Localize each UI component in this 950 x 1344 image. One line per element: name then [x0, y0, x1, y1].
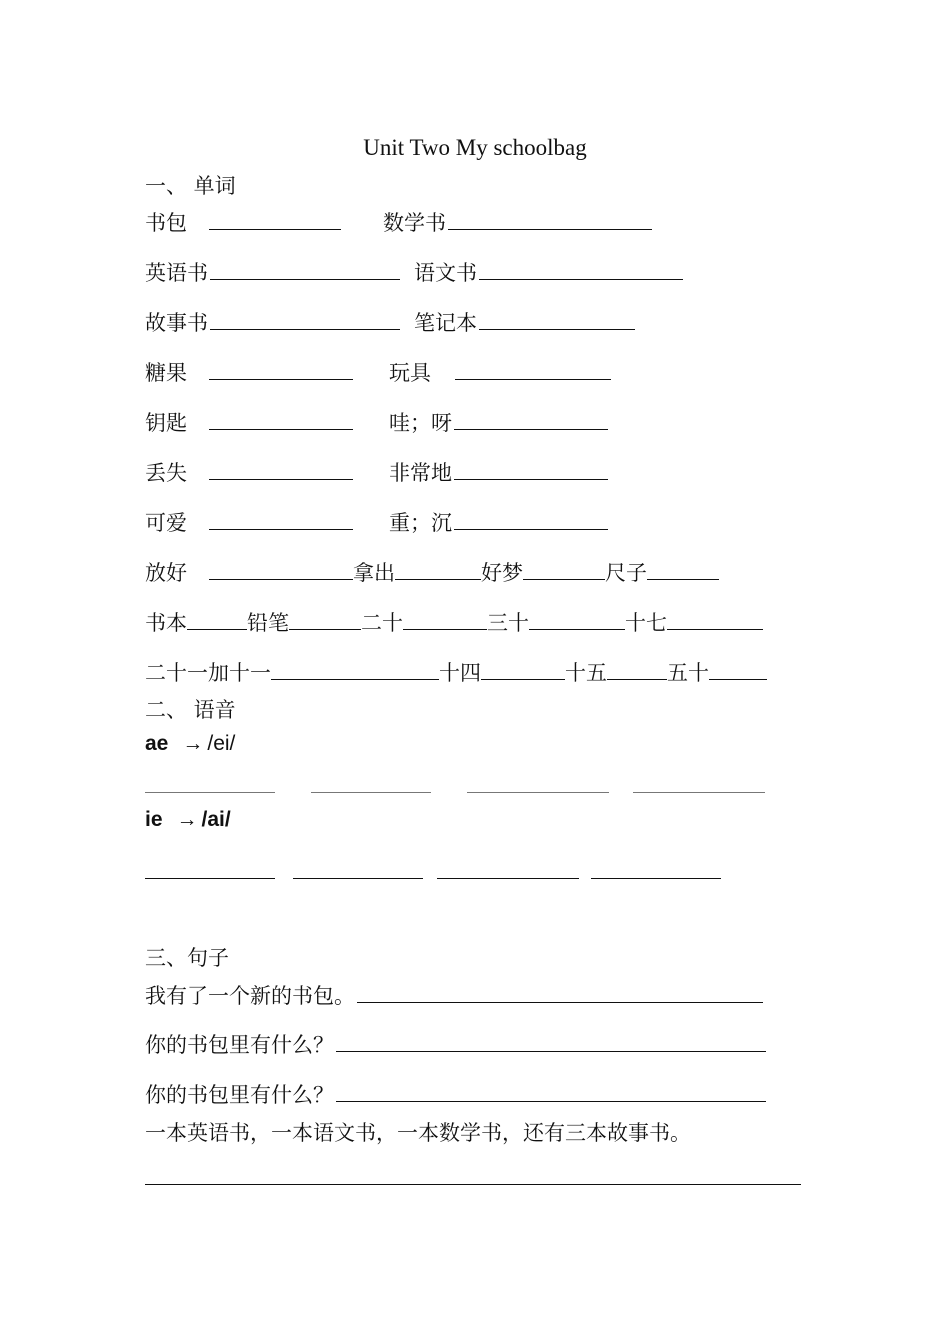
answer-blank[interactable]: [523, 559, 605, 580]
answer-blank[interactable]: [454, 509, 608, 530]
word-row: [145, 557, 719, 589]
phonics-ae-row: [145, 732, 235, 756]
word-row: [145, 207, 652, 239]
answer-blank[interactable]: [210, 259, 400, 280]
answer-blank[interactable]: [481, 659, 565, 680]
answer-blank[interactable]: [633, 772, 765, 793]
sentence-row: 一本英语书，一本语文书，一本数学书，还有三本故事书。: [145, 1121, 691, 1145]
page-title: Unit Two My schoolbag: [363, 135, 587, 160]
word-label: 钥匙: [145, 411, 187, 435]
answer-blank[interactable]: [667, 609, 763, 630]
answer-blank[interactable]: [709, 659, 767, 680]
answer-blank[interactable]: [454, 409, 608, 430]
phonics-letters: ie: [145, 808, 163, 831]
answer-blank[interactable]: [437, 858, 579, 879]
word-label: 五十: [667, 661, 709, 685]
word-row: [145, 307, 635, 339]
answer-blank[interactable]: [145, 772, 275, 793]
word-label: 三十: [487, 611, 529, 635]
answer-blank[interactable]: [145, 1164, 801, 1185]
word-label: 书包: [145, 211, 187, 235]
word-label: 书本: [145, 611, 187, 635]
answer-blank[interactable]: [467, 772, 609, 793]
word-label: 丢失: [145, 461, 187, 485]
word-row: [145, 607, 763, 639]
answer-blank[interactable]: [454, 459, 608, 480]
phonics-ipa: /ai/: [201, 808, 231, 831]
sentence-text: 我有了一个新的书包。: [145, 984, 355, 1008]
answer-blank[interactable]: [357, 982, 763, 1003]
answer-blank[interactable]: [403, 609, 487, 630]
answer-blank[interactable]: [209, 509, 353, 530]
word-label: 好梦: [481, 561, 523, 585]
phonics-ie-row: [145, 808, 231, 832]
word-label: 重；沉: [389, 511, 452, 535]
answer-blank[interactable]: [607, 659, 667, 680]
word-label: 哇；呀: [389, 411, 452, 435]
word-label: 十四: [439, 661, 481, 685]
word-row: [145, 357, 611, 389]
word-label: 铅笔: [247, 611, 289, 635]
answer-blank[interactable]: [336, 1081, 766, 1102]
phonics-ae-blanks: [145, 770, 765, 802]
word-label: 二十一加十一: [145, 661, 271, 685]
answer-blank[interactable]: [145, 858, 275, 879]
word-row: [145, 257, 683, 289]
phonics-ipa: /ei/: [207, 732, 236, 755]
answer-blank[interactable]: [336, 1031, 766, 1052]
word-label: 故事书: [145, 311, 208, 335]
word-label: 糖果: [145, 361, 187, 385]
word-label: 非常地: [389, 461, 452, 485]
sentence-row: [145, 1029, 766, 1061]
word-label: 英语书: [145, 261, 208, 285]
word-row: [145, 507, 608, 539]
sentence-text: 你的书包里有什么？: [145, 1083, 334, 1107]
word-label: 尺子: [605, 561, 647, 585]
word-label: 可爱: [145, 511, 187, 535]
answer-blank[interactable]: [293, 858, 423, 879]
section-heading-phonics: 二、 语音: [145, 698, 236, 722]
arrow-icon: →: [182, 732, 204, 755]
answer-blank[interactable]: [591, 858, 721, 879]
answer-blank[interactable]: [311, 772, 431, 793]
phonics-ie-blanks: [145, 856, 721, 888]
answer-blank[interactable]: [209, 409, 353, 430]
answer-blank[interactable]: [209, 559, 353, 580]
word-label: 二十: [361, 611, 403, 635]
word-row: [145, 457, 608, 489]
answer-blank[interactable]: [210, 309, 400, 330]
answer-blank[interactable]: [647, 559, 719, 580]
sentence-row: [145, 1079, 766, 1111]
answer-blank[interactable]: [271, 659, 439, 680]
answer-blank[interactable]: [209, 209, 341, 230]
answer-blank[interactable]: [187, 609, 247, 630]
answer-blank[interactable]: [529, 609, 625, 630]
answer-blank[interactable]: [479, 259, 683, 280]
answer-blank[interactable]: [479, 309, 635, 330]
phonics-letters: ae: [145, 732, 169, 755]
word-label: 数学书: [383, 211, 446, 235]
word-label: 玩具: [389, 361, 431, 385]
word-label: 语文书: [414, 261, 477, 285]
sentence-answer-row: [145, 1162, 801, 1194]
answer-blank[interactable]: [455, 359, 611, 380]
word-row: [145, 657, 767, 689]
word-label: 拿出: [353, 561, 395, 585]
arrow-icon: →: [176, 808, 198, 831]
answer-blank[interactable]: [289, 609, 361, 630]
answer-blank[interactable]: [209, 359, 353, 380]
answer-blank[interactable]: [209, 459, 353, 480]
word-row: [145, 407, 608, 439]
word-label: 笔记本: [414, 311, 477, 335]
section-heading-words: 一、 单词: [145, 174, 236, 198]
word-label: 放好: [145, 561, 187, 585]
sentence-row: [145, 980, 763, 1012]
word-label: 十五: [565, 661, 607, 685]
sentence-text: 你的书包里有什么？: [145, 1033, 334, 1057]
word-label: 十七: [625, 611, 667, 635]
section-heading-sentences: 三、句子: [145, 946, 229, 970]
answer-blank[interactable]: [395, 559, 481, 580]
answer-blank[interactable]: [448, 209, 652, 230]
